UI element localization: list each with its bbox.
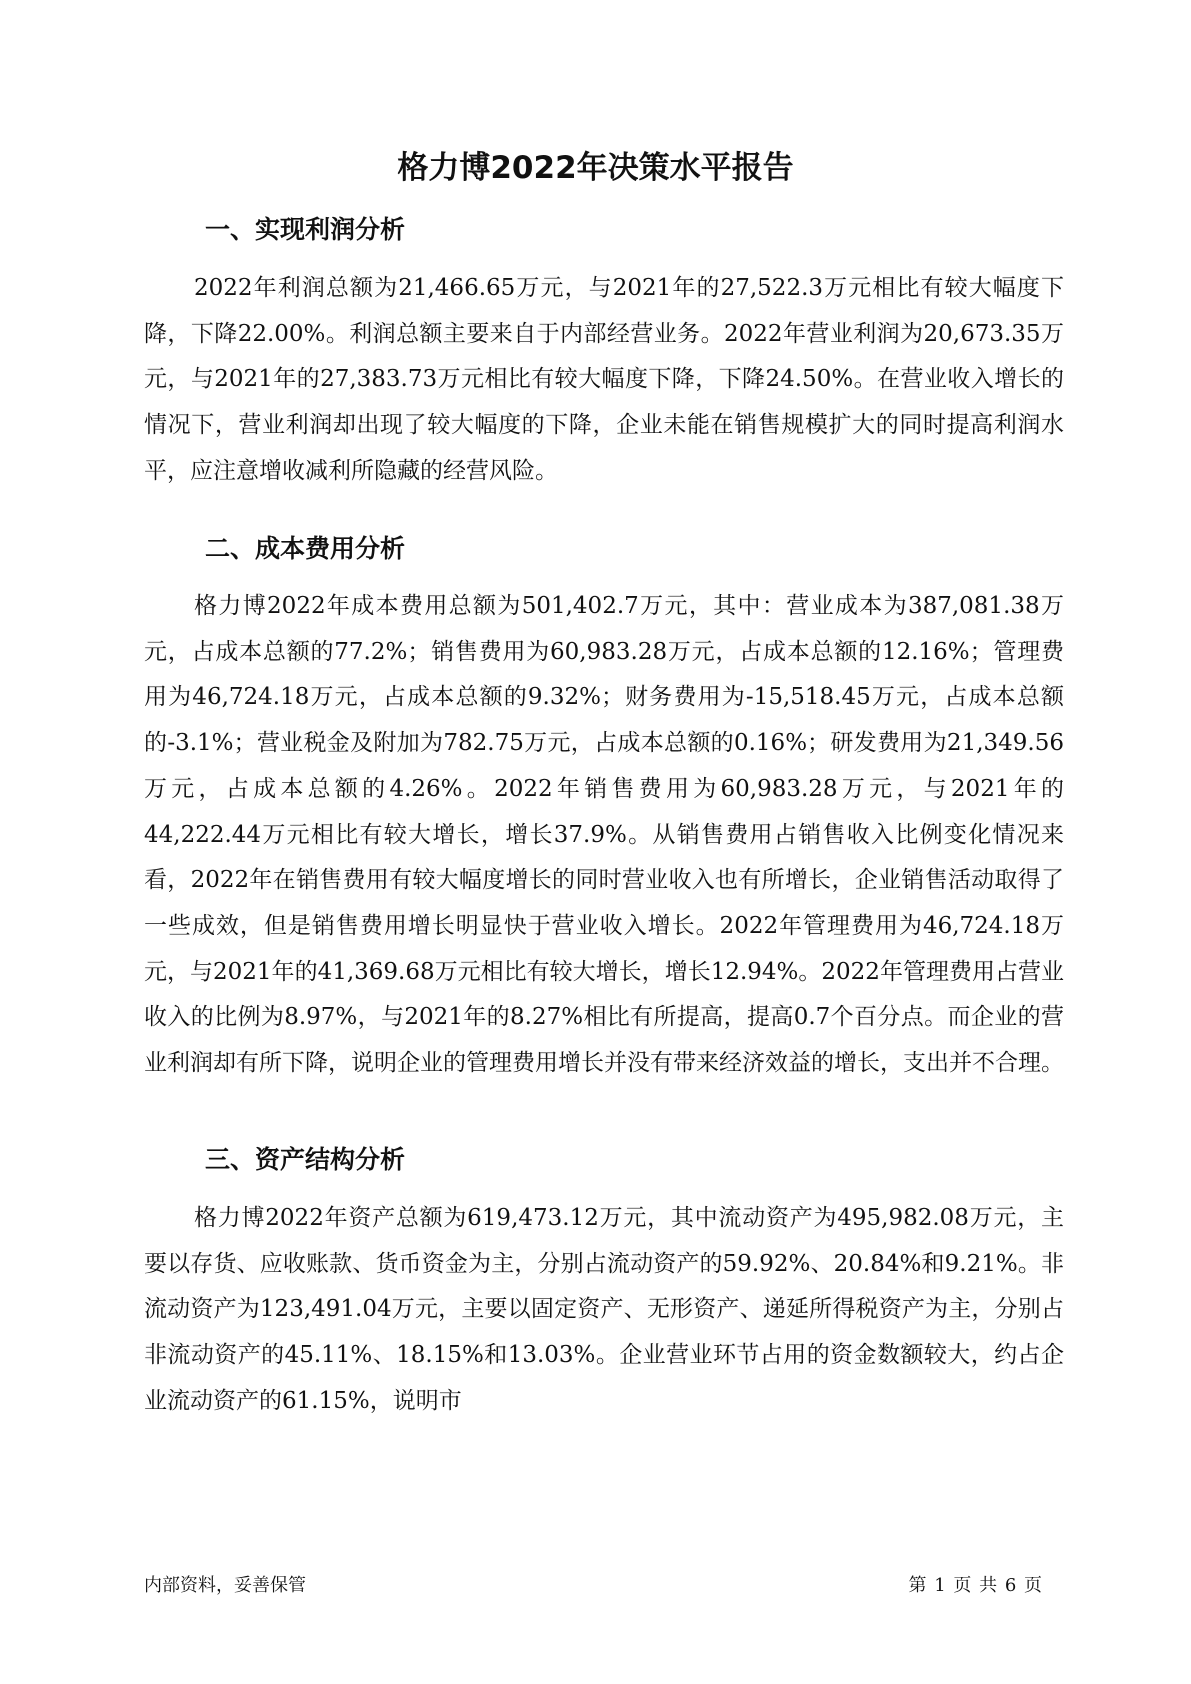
section-heading-cost: 二、成本费用分析 (205, 534, 406, 563)
document-title: 格力博2022年决策水平报告 (397, 150, 794, 186)
section-heading-profit: 一、实现利润分析 (205, 215, 406, 244)
section-paragraph-cost: 格力博2022年成本费用总额为501,402.7万元，其中：营业成本为387,081.38万元，占成本总额的77.2%；销售费用为60,983.28万元，占成本总额的12.16%；管理费用为46,724.18万元，占成本总额的9.32%；财务费用为-15,518.45万元，占成本总额的-3.1%；营业税金及附加为782.75万元，占成本总额的0.16%；研发费用为21,349.56万元，占成本总额的4.26%。2022年销售费用为60,983.28万元，与2021年的44,222.44万元相比有较大增长，增长37.9%。从销售费用占销售收入比例变化情况来看，2022年在销售费用有较大幅度增长的同时营业收入也有所增长，企业销售活动取得了一些成效，但是销售费用增长明显快于营业收入增长。2022年管理费用为46,724.18万元，与2021年的41,369.68万元相比有较大增长，增长12.94%。2022年管理费用占营业收入的比例为8.97%，与2021年的8.27%相比有所提高，提高0.7个百分点。而企业的营业利润却有所下降，说明企业的管理费用增长并没有带来经济效益的增长，支出并不合理。 (144, 593, 1064, 1077)
section-heading-assets: 三、资产结构分析 (205, 1145, 406, 1174)
footer-page-number: 第 1 页 共 6 页 (908, 1575, 1043, 1596)
section-paragraph-profit: 2022年利润总额为21,466.65万元，与2021年的27,522.3万元相比有较大幅度下降，下降22.00%。利润总额主要来自于内部经营业务。2022年营业利润为20,673.35万元，与2021年的27,383.73万元相比有较大幅度下降，下降24.50%。在营业收入增长的情况下，营业利润却出现了较大幅度的下降，企业未能在销售规模扩大的同时提高利润水平，应注意增收减利所隐藏的经营风险。 (144, 275, 1064, 484)
footer-confidential-note: 内部资料，妥善保管 (144, 1575, 306, 1596)
section-paragraph-assets: 格力博2022年资产总额为619,473.12万元，其中流动资产为495,982.08万元，主要以存货、应收账款、货币资金为主，分别占流动资产的59.92%、20.84%和9.21%。非流动资产为123,491.04万元，主要以固定资产、无形资产、递延所得税资产为主，分别占非流动资产的45.11%、18.15%和13.03%。企业营业环节占用的资金数额较大，约占企业流动资产的61.15%，说明市 (144, 1205, 1064, 1414)
